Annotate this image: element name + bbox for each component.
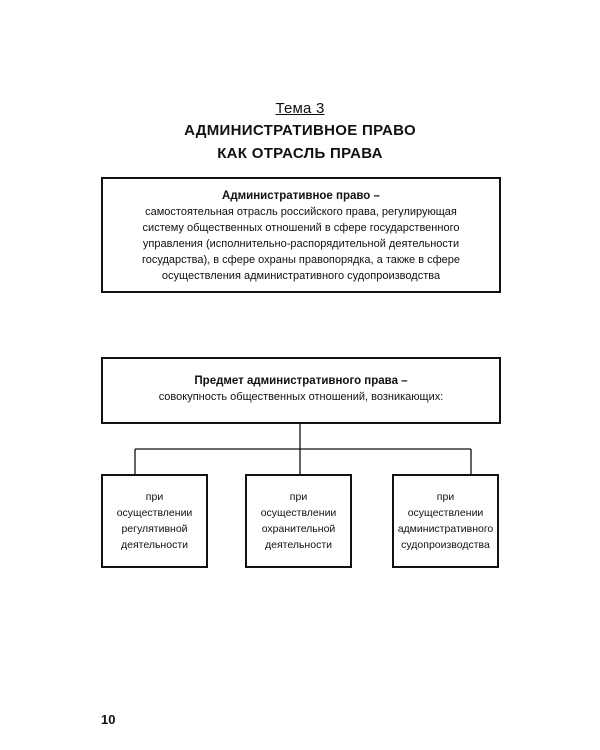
branch-line: административного	[397, 523, 494, 535]
branch-line: охранительной	[261, 523, 336, 535]
definition-text: самостоятельная отрасль российского права, регулирующая систему общественных отношений в сфере государственного управления (исполнительно-распорядительной деятельности государства), в сфере охраны правопорядка, а также в сфере осуществления административного судопроизводства	[141, 206, 461, 282]
branch-line: регулятивной	[121, 523, 188, 535]
definition-term: Административное право –	[222, 190, 380, 202]
title-line-1: АДМИНИСТРАТИВНОЕ ПРАВО	[184, 122, 416, 139]
title-line-2: КАК ОТРАСЛЬ ПРАВА	[217, 145, 383, 162]
subject-text: совокупность общественных отношений, возникающих:	[158, 391, 444, 403]
branch-box-regulatory	[101, 474, 208, 568]
branch-line: деятельности	[265, 539, 332, 551]
branch-line: при осуществлении	[407, 491, 484, 519]
subject-term: Предмет административного права –	[194, 375, 408, 387]
branch-line: при осуществлении	[260, 491, 337, 519]
branch-box-protective	[245, 474, 352, 568]
branch-line: судопроизводства	[401, 539, 490, 551]
branch-box-judicial	[392, 474, 499, 568]
branch-line: при осуществлении	[116, 491, 193, 519]
page-number: 10	[101, 712, 116, 727]
topic-label: Тема 3	[275, 100, 325, 117]
branch-line: деятельности	[121, 539, 188, 551]
